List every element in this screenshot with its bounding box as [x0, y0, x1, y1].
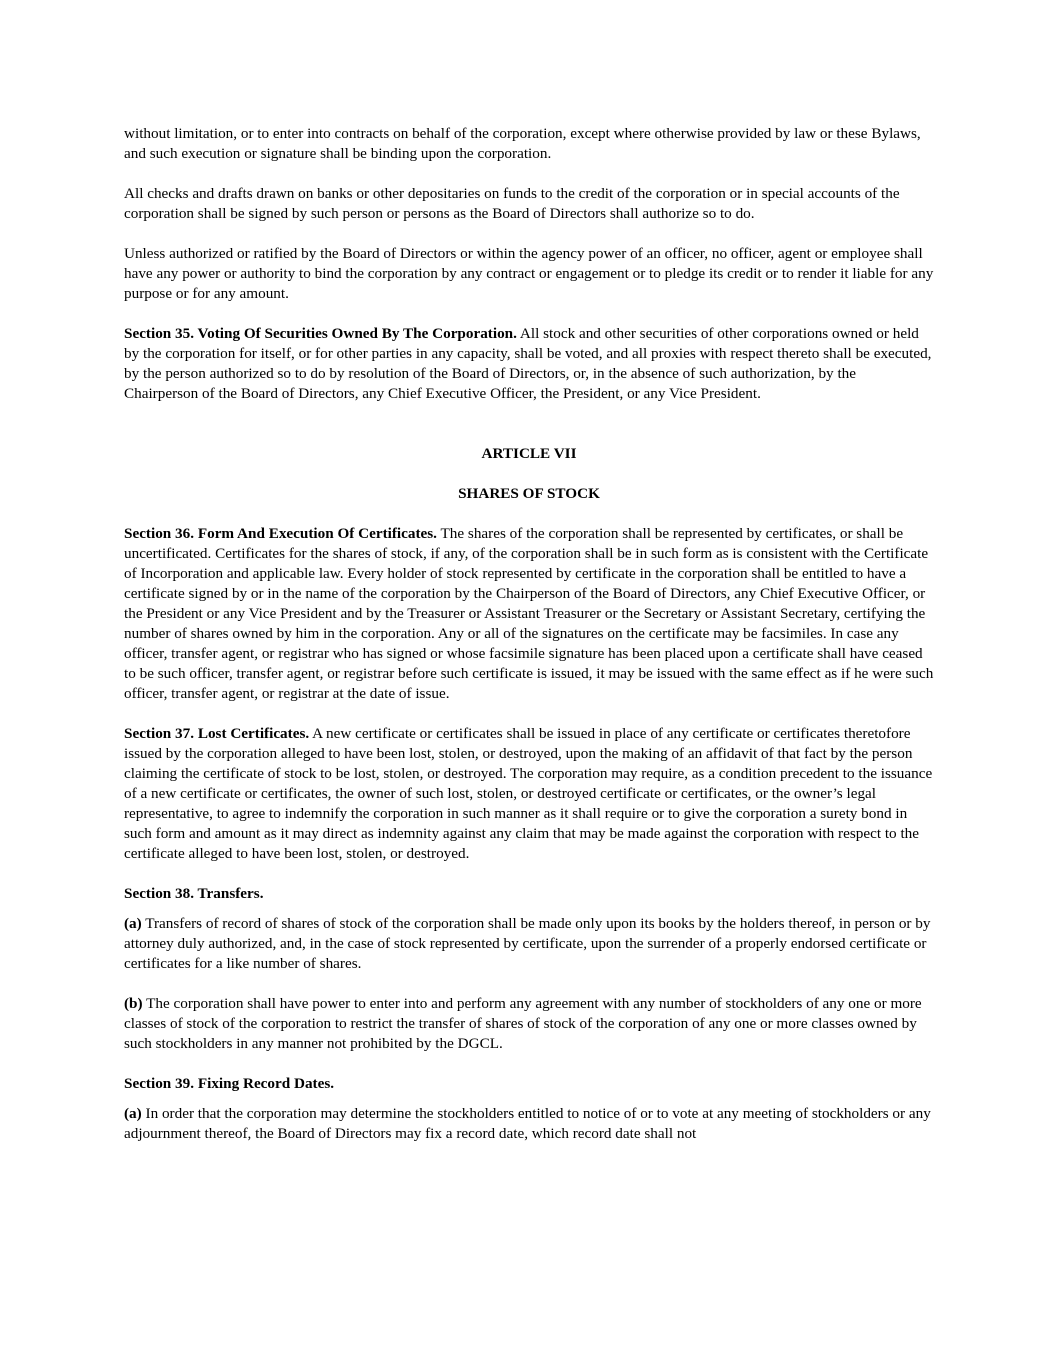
section-38-heading	[124, 884, 934, 904]
section-37-text: A new certificate or certificates shall be issued in place of any certificate or certificates theretofore issued by the corporation alleged to have been lost, stolen, or destroyed, upon the making of an affidavit of that fact by the person claiming the certificate of stock to be lost, stolen, or destroyed. The corporation may require, as a condition precedent to the issuance of a new certificate or certificates, the owner of such lost, stolen, or destroyed certificate or certificates, or the owner’s legal representative, to agree to indemnify the corporation in such manner as it shall require or to give the corporation a surety bond in such form and amount as it may direct as indemnity against any claim that may be made against the corporation with respect to the certificate alleged to have been lost, stolen, or destroyed.	[124, 725, 933, 862]
section-39-title: Section 39. Fixing Record Dates.	[124, 1075, 335, 1092]
article-title-heading: SHARES OF STOCK	[458, 485, 600, 502]
section-35	[124, 324, 934, 404]
section-38-a-text: Transfers of record of shares of stock of the corporation shall be made only upon its books by the holders thereof, in person or by attorney duly authorized, and, in the case of stock represented by certificate, upon the surrender of a properly endorsed certificate or certificates for a like number of shares.	[124, 915, 931, 972]
section-39-heading	[124, 1074, 934, 1094]
section-38-title: Section 38. Transfers.	[124, 885, 264, 902]
section-39-a-label: (a)	[124, 1105, 142, 1122]
section-38-b	[124, 994, 934, 1054]
section-37	[124, 724, 934, 864]
paragraph-execution-binding: without limitation, or to enter into contracts on behalf of the corporation, except where otherwise provided by law or these Bylaws, and such execution or signature shall be binding upon the corporation.	[124, 125, 921, 162]
section-39-a	[124, 1104, 934, 1144]
section-38-b-text: The corporation shall have power to enter into and perform any agreement with any number of stockholders of any one or more classes of stock of the corporation to restrict the transfer of shares of stock of the corporation of any one or more classes owned by such stockholders in any manner not prohibited by the DGCL.	[124, 995, 922, 1052]
section-35-text: All stock and other securities of other corporations owned or held by the corporation for itself, or for other parties in any capacity, shall be voted, and all proxies with respect thereto shall be executed, by the person authorized so to do by resolution of the Board of Directors, or, in the absence of such authorization, by the Chairperson of the Board of Directors, any Chief Executive Officer, the President, or any Vice President.	[124, 325, 932, 402]
paragraph-checks-drafts: All checks and drafts drawn on banks or other depositaries on funds to the credit of the corporation or in special accounts of the corporation shall be signed by such person or persons as the Board of Directors shall authorize so to do.	[124, 185, 900, 222]
section-38-a	[124, 914, 934, 974]
section-38-a-label: (a)	[124, 915, 142, 932]
section-36-title: Section 36. Form And Execution Of Certificates.	[124, 525, 437, 542]
section-36	[124, 524, 934, 704]
section-39-a-text: In order that the corporation may determine the stockholders entitled to notice of or to vote at any meeting of stockholders or any adjournment thereof, the Board of Directors may fix a record date, which record date shall not	[124, 1105, 931, 1142]
section-37-title: Section 37. Lost Certificates.	[124, 725, 310, 742]
page-content	[124, 124, 934, 1164]
section-38-b-label: (b)	[124, 995, 143, 1012]
article-number-heading: ARTICLE VII	[481, 445, 577, 462]
section-35-title: Section 35. Voting Of Securities Owned By The Corporation.	[124, 325, 517, 342]
section-36-text: The shares of the corporation shall be represented by certificates, or shall be uncertificated. Certificates for the shares of stock, if any, of the corporation shall be in such form as is consistent with the Certificate of Incorporation and applicable law. Every holder of stock represented by certificate in the corporation shall be entitled to have a certificate signed by or in the name of the corporation by the Chairperson of the Board of Directors, any Chief Executive Officer, or the President or any Vice President and by the Treasurer or Assistant Treasurer or the Secretary or Assistant Secretary, certifying the number of shares owned by him in the corporation. Any or all of the signatures on the certificate may be facsimiles. In case any officer, transfer agent, or registrar who has signed or whose facsimile signature has been placed upon a certificate shall have ceased to be such officer, transfer agent, or registrar before such certificate is issued, it may be issued with the same effect as if he were such officer, transfer agent, or registrar at the date of issue.	[124, 525, 934, 702]
paragraph-authority-limits: Unless authorized or ratified by the Board of Directors or within the agency power of an officer, no officer, agent or employee shall have any power or authority to bind the corporation by any contract or engagement or to pledge its credit or to render it liable for any purpose or for any amount.	[124, 245, 934, 302]
